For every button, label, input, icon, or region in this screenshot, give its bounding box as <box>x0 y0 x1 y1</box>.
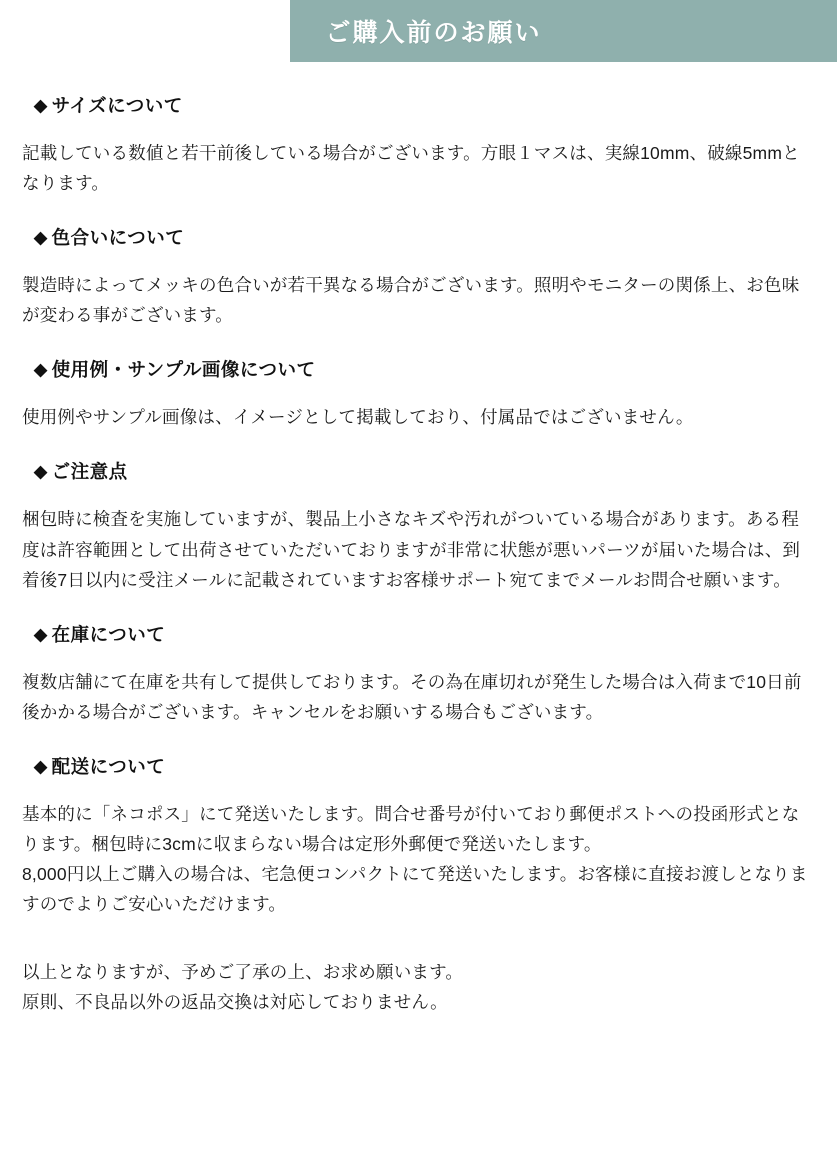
closing-note <box>22 957 815 1017</box>
section-paragraph: 記載している数値と若干前後している場合がございます。方眼１マスは、実線10mm、破線5mmとなります。 <box>22 143 800 194</box>
diamond-bullet-icon: ◆ <box>34 624 48 644</box>
section-body <box>22 402 815 432</box>
section-heading <box>34 356 815 382</box>
notice-content <box>0 92 837 1038</box>
section-paragraph: 基本的に「ネコポス」にて発送いたします。問合せ番号が付いており郵便ポストへの投函形式となります。梱包時に3cmに収まらない場合は定形外郵便で発送いたします。 <box>22 803 800 855</box>
diamond-bullet-icon: ◆ <box>34 462 48 482</box>
section-body <box>22 799 815 919</box>
section-heading-label: ご注意点 <box>51 461 128 483</box>
section-sample-images <box>22 356 815 432</box>
section-body <box>22 138 815 198</box>
section-color <box>22 224 815 330</box>
section-shipping <box>22 753 815 919</box>
section-heading <box>34 753 815 779</box>
section-paragraph: 使用例やサンプル画像は、イメージとして掲載しており、付属品ではございません。 <box>22 407 694 428</box>
diamond-bullet-icon: ◆ <box>34 360 48 380</box>
section-stock <box>22 621 815 727</box>
section-paragraph: 8,000円以上ご購入の場合は、宅急便コンパクトにて発送いたします。お客様に直接お渡しとなりますのでよりご安心いただけます。 <box>22 864 808 915</box>
section-heading <box>34 621 815 647</box>
section-heading-label: 配送について <box>51 755 166 777</box>
section-heading-label: サイズについて <box>51 95 183 116</box>
section-heading-label: 在庫について <box>51 623 166 645</box>
page-header <box>0 0 837 62</box>
page-title: ご購入前のお願い <box>325 19 542 47</box>
diamond-bullet-icon: ◆ <box>34 756 48 776</box>
section-heading <box>34 92 815 118</box>
closing-line: 原則、不良品以外の返品交換は対応しておりません。 <box>22 992 448 1013</box>
section-heading <box>34 224 815 250</box>
diamond-bullet-icon: ◆ <box>34 96 48 115</box>
section-body <box>22 667 815 727</box>
section-heading-label: 色合いについて <box>51 227 185 249</box>
section-paragraph: 製造時によってメッキの色合いが若干異なる場合がございます。照明やモニターの関係上、お色味が変わる事がございます。 <box>22 275 800 326</box>
closing-line: 以上となりますが、予めご了承の上、お求め願います。 <box>22 962 464 983</box>
section-body <box>22 270 815 330</box>
section-size <box>22 92 815 198</box>
section-paragraph: 梱包時に検査を実施していますが、製品上小さなキズや汚れがついている場合があります。ある程度は許容範囲として出荷させていただいておりますが非常に状態が悪いパーツが届いた場合は、到着後7日以内に受注メールに記載されていますお客様サポート宛てまでメールお問合せ願います。 <box>22 509 801 590</box>
diamond-bullet-icon: ◆ <box>34 228 48 248</box>
section-body <box>22 504 815 594</box>
section-paragraph: 複数店舗にて在庫を共有して提供しております。その為在庫切れが発生した場合は入荷まで10日前後かかる場合がございます。キャンセルをお願いする場合もございます。 <box>22 671 802 722</box>
section-heading <box>34 458 815 484</box>
section-cautions <box>22 458 815 594</box>
section-heading-label: 使用例・サンプル画像について <box>51 359 316 381</box>
